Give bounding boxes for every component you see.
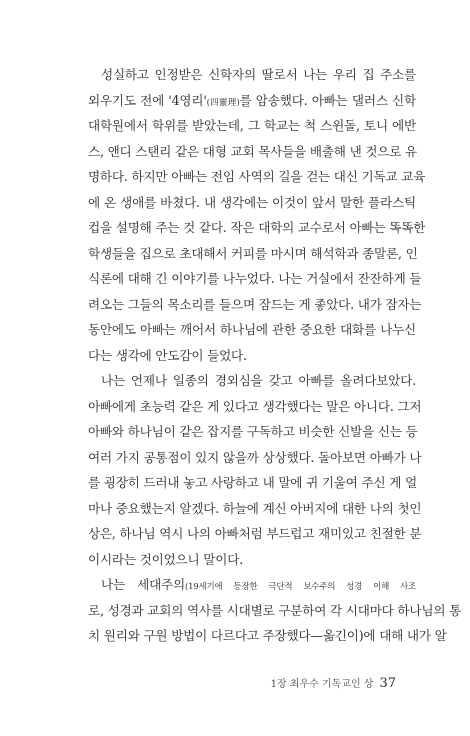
text-line: 대학원에서 학위를 받았는데, 그 학교는 척 스윈돌, 토니 에반 [88, 118, 416, 133]
text-line: 다는 생각에 안도감이 들었다. [88, 347, 247, 363]
text-line: 여러 가지 공통점이 있지 않을까 상상했다. 돌아보면 아빠가 나 [88, 449, 422, 465]
running-chapter-title: 1장 최우수 기독교인 상 [270, 679, 374, 690]
text-line [88, 88, 416, 114]
text-line: 치 원리와 구원 방법이 다르다고 주장했다—옮긴이)에 대해 내가 알 [88, 628, 447, 643]
text-line [88, 572, 416, 598]
page-footer [271, 675, 396, 691]
text-run: 나는 세대주의 [101, 577, 185, 592]
page-number: 37 [379, 676, 396, 691]
text-line: 성실하고 인정받은 신학자의 딸로서 나는 우리 집 주소를 [101, 67, 416, 82]
text-line: 명하다. 하지만 아빠는 전임 사역의 길을 걷는 대신 기독교 교육 [88, 169, 426, 184]
text-line: 로, 성경과 교회의 역사를 시대별로 구분하여 각 시대마다 하나님의 통 [88, 602, 462, 618]
text-line: 스, 앤디 스탠리 같은 대형 교회 목사들을 배출해 낸 것으로 유 [88, 143, 418, 159]
text-line: 식론에 대해 긴 이야기를 나누었다. 나는 거실에서 잔잔하게 들 [88, 271, 422, 286]
text-line: 동안에도 아빠는 깨어서 하나님에 관한 중요한 대화를 나누신 [88, 322, 416, 337]
text-line: 려오는 그들의 목소리를 들으며 잠드는 게 좋았다. 내가 잠자는 [88, 296, 422, 312]
hanja-annotation: (四靈理) [206, 97, 240, 108]
body-text [88, 62, 462, 649]
text-line: 에 온 생애를 바쳤다. 내 생각에는 이것이 앞서 말한 플라스틱 [88, 194, 416, 210]
text-line: 를 굉장히 드러내 놓고 사랑하고 내 말에 귀 기울여 주신 게 얼 [88, 475, 418, 490]
text-line: 상은, 하나님 역시 나의 아빠처럼 부드럽고 재미있고 친절한 분 [88, 526, 422, 541]
text-line: 나는 언제나 일종의 경외심을 갖고 아빠를 올려다보았다. [101, 373, 416, 388]
text-line: 컵을 설명해 주는 것 같다. 작은 대학의 교수로서 아빠는 똑똑한 [88, 220, 426, 235]
text-run: 를 암송했다. 아빠는 댈러스 신학 [239, 92, 416, 108]
text-line: 학생들을 집으로 초대해서 커피를 마시며 해석학과 종말론, 인 [88, 245, 418, 261]
translator-note: (19세기에 등장한 극단적 보수주의 성경 이해 사조 [184, 582, 416, 592]
text-run: 외우기도 전에 '4영리' [88, 92, 207, 108]
text-line: 아빠에게 초능력 같은 게 있다고 생각했다는 말은 아니다. 그저 [88, 398, 422, 414]
text-line: 아빠와 하나님이 같은 잡지를 구독하고 비슷한 신발을 신는 등 [88, 424, 418, 439]
text-line: 이시라는 것이었으니 말이다. [88, 551, 243, 567]
text-line: 마나 중요했는지 알겠다. 하늘에 계신 아버지에 대한 나의 첫인 [88, 500, 422, 516]
